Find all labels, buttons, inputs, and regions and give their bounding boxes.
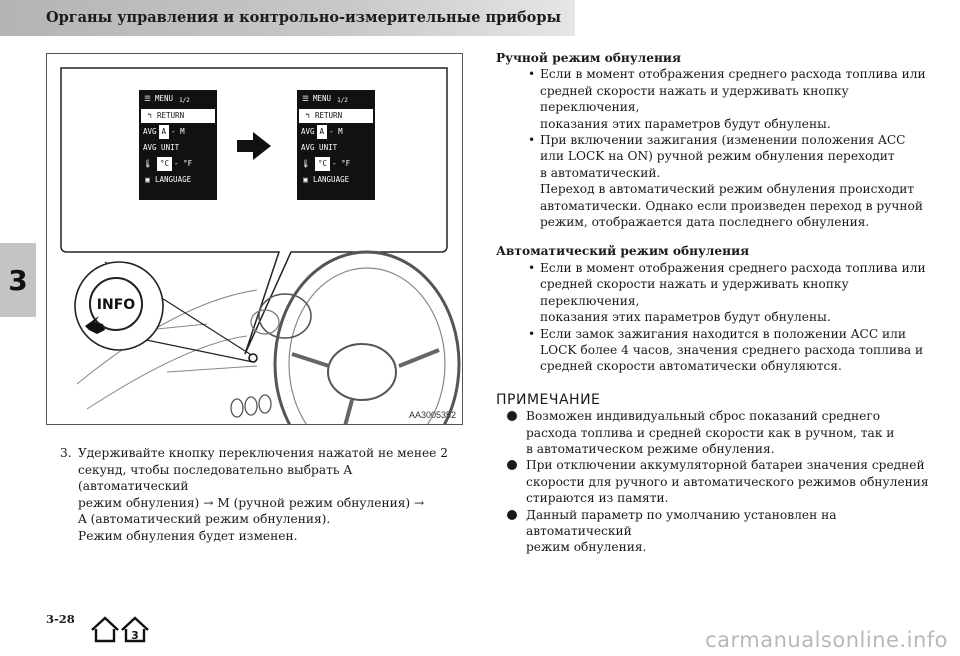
manual-bullet-2: • При включении зажигания (изменении положения ACC или LOCK на ON) ручной режим обнуления переходит в автоматический. Переход в автоматический режим обнуления происходит автоматически. Однако если произведен переход в ручной режим, отображается дата последнего обнуления.: [528, 133, 924, 230]
manual-mode-title: Ручной режим обнуления: [496, 51, 681, 65]
auto-bullet-1: • Если в момент отображения среднего расхода топлива или средней скорости нажать и удерживать кнопку переключения, показания этих параметров будут обнулены.: [528, 260, 926, 325]
manual-bullet-1: • Если в момент отображения среднего расхода топлива или средней скорости нажать и удерживать кнопку переключения, показания этих параметров будут обнулены.: [528, 67, 926, 131]
step-3: [60, 445, 460, 544]
header-band: [0, 0, 575, 36]
chapter-badge: 3: [131, 629, 139, 642]
info-button-label: INFO: [96, 297, 136, 313]
note-title: ПРИМЕЧАНИЕ: [496, 391, 601, 408]
chapter-home-icon[interactable]: [122, 618, 148, 642]
menu-screen-after: ☰ MENU 1/2 ↰ RETURN AVG A - M AVG UNIT 🌡 °C - °F ▣ LANGUAGE: [297, 90, 375, 200]
air-vents: [231, 395, 271, 417]
note-item-2: При отключении аккумуляторной батареи значения средней скорости для ручного и автоматического режимов обнуления стираются из памяти.: [496, 457, 936, 506]
chapter-tab[interactable]: 3: [0, 243, 36, 317]
note-item-1: Возможен индивидуальный сброс показаний среднего расхода топлива и средней скорости как в ручном, так и в автоматическом режиме обнуления.: [496, 408, 936, 457]
page-number: 3-28: [46, 612, 75, 626]
note-item-3: Данный параметр по умолчанию установлен на автоматический режим обнуления.: [496, 507, 936, 556]
dashboard-illustration: [47, 54, 463, 425]
menu-screen-before: ☰ MENU 1/2 ↰ RETURN AVG A - M AVG UNIT 🌡 °C - °F ▣ LANGUAGE: [139, 90, 217, 200]
step-number: 3.: [60, 446, 72, 460]
figure-code: AA3005352: [408, 410, 456, 420]
section-title: Органы управления и контрольно-измерительные приборы: [46, 9, 561, 26]
step-text: Удерживайте кнопку переключения нажатой не менее 2 секунд, чтобы последовательно выбрать A (автоматический режим обнуления) → M (ручной режим обнуления) → A (автоматический режим обнуления). Режим обнуления будет изменен.: [78, 446, 449, 543]
home-icon[interactable]: [92, 618, 118, 641]
nav-icons: [88, 614, 152, 648]
right-column: [496, 50, 936, 556]
watermark: carmanualsonline.info: [705, 628, 948, 652]
illustration-figure: [46, 53, 463, 425]
auto-mode-title: Автоматический режим обнуления: [496, 244, 750, 259]
auto-bullet-2: • Если замок зажигания находится в положении ACC или LOCK более 4 часов, значения среднего расхода топлива и средней скорости автоматически обнуляются.: [528, 326, 924, 374]
